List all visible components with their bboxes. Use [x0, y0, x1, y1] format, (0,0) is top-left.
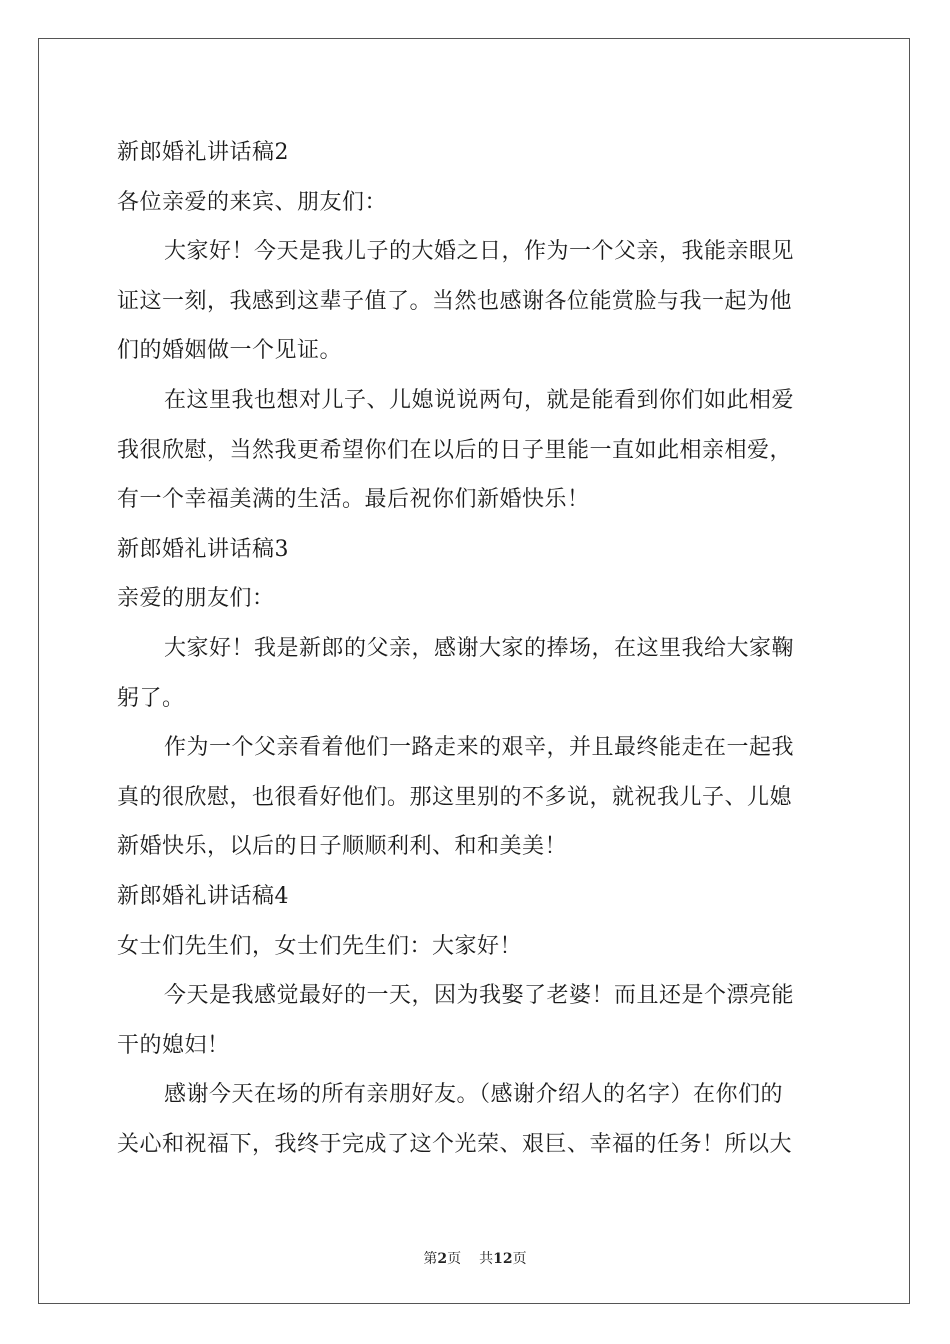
- text-line: 新郎婚礼讲话稿3: [117, 536, 289, 562]
- text-line: 亲爱的朋友们：: [117, 586, 275, 612]
- text-line: 感谢今天在场的所有亲朋好友。（感谢介绍人的名字）在你们的: [164, 1082, 784, 1108]
- document-body: [117, 128, 837, 1169]
- text-line: 大家好！我是新郎的父亲，感谢大家的捧场，在这里我给大家鞠: [164, 635, 795, 661]
- text-line: 新郎婚礼讲话稿2: [117, 140, 289, 165]
- text-line: 关心和祝福下，我终于完成了这个光荣、艰巨、幸福的任务！所以大: [117, 1131, 793, 1157]
- text-line: 证这一刻，我感到这辈子值了。当然也感谢各位能赏脸与我一起为他: [117, 288, 793, 314]
- text-line: 今天是我感觉最好的一天，因为我娶了老婆！而且还是个漂亮能: [164, 983, 795, 1009]
- text-line: 有一个幸福美满的生活。最后祝你们新婚快乐！: [117, 487, 590, 513]
- footer-total-prefix: 共: [479, 1251, 494, 1267]
- text-line: 新郎婚礼讲话稿4: [117, 883, 289, 909]
- text-line: 在这里我也想对儿子、儿媳说说两句，就是能看到你们如此相爱: [164, 387, 795, 413]
- footer-page-suffix: 页: [447, 1251, 462, 1267]
- text-line: 躬了。: [117, 685, 185, 711]
- text-line: 们的婚姻做一个见证。: [117, 338, 343, 364]
- footer-total-pages: 12: [493, 1251, 513, 1267]
- text-line: 作为一个父亲看着他们一路走来的艰辛，并且最终能走在一起我: [164, 735, 795, 761]
- text-line: 大家好！今天是我儿子的大婚之日，作为一个父亲，我能亲眼见: [164, 239, 795, 265]
- text-line: 各位亲爱的来宾、朋友们：: [117, 189, 388, 215]
- text-line: 真的很欣慰，也很看好他们。那这里别的不多说，就祝我儿子、儿媳: [117, 784, 793, 810]
- page-footer: [0, 1248, 950, 1268]
- text-line: 干的媳妇！: [117, 1032, 230, 1058]
- text-line: 新婚快乐，以后的日子顺顺利利、和和美美！: [117, 834, 568, 860]
- footer-page-number: 2: [437, 1251, 448, 1267]
- text-line: 女士们先生们，女士们先生们：大家好！: [117, 933, 523, 959]
- text-line: 我很欣慰，当然我更希望你们在以后的日子里能一直如此相亲相爱，: [117, 437, 793, 463]
- footer-page-prefix: 第: [423, 1251, 438, 1267]
- footer-total-suffix: 页: [512, 1251, 527, 1267]
